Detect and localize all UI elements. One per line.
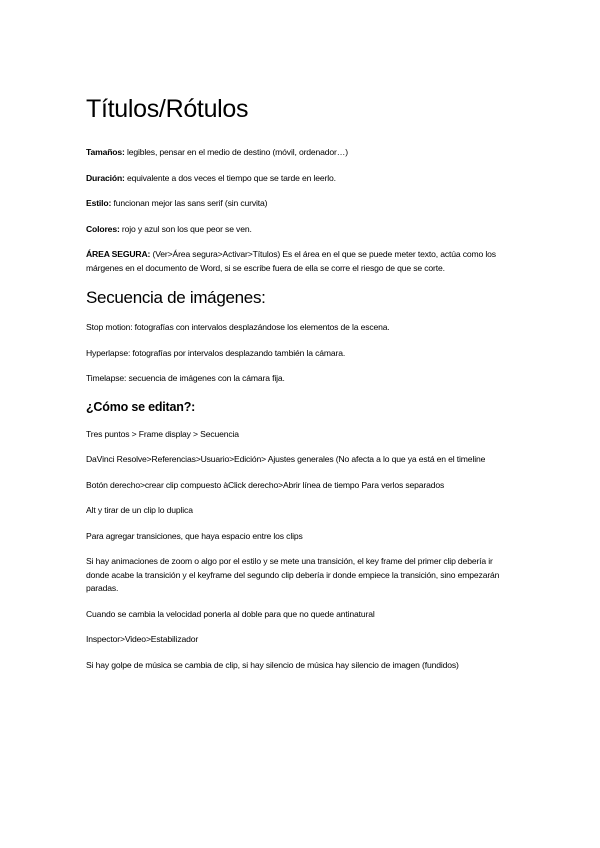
definition-term: Estilo: (86, 198, 112, 208)
document-title: Títulos/Rótulos (86, 95, 249, 123)
definition-colores (86, 223, 518, 237)
paragraph-davinci: DaVinci Resolve>Referencias>Usuario>Edición> Ajustes generales (No afecta a lo que ya está en el timeline (86, 454, 486, 464)
paragraph-hyperlapse: Hyperlapse: fotografías por intervalos desplazando también la cámara. (86, 347, 346, 358)
section-heading-editan: ¿Cómo se editan?: (86, 399, 196, 414)
definition-term: Duración: (86, 172, 125, 183)
paragraph-stop-motion: Stop motion: fotografías con intervalos desplazándose los elementos de la escena. (86, 322, 390, 332)
paragraph-transiciones: Para agregar transiciones, que haya espacio entre los clips (86, 530, 303, 541)
definition-text: rojo y azul son los que peor se ven. (119, 223, 252, 234)
definition-term: Tamaños: (86, 147, 125, 157)
definition-text: legibles, pensar en el medio de destino (móvil, ordenador…) (124, 147, 348, 157)
document-body (86, 94, 518, 684)
definition-term: ÁREA SEGURA: (86, 249, 151, 259)
paragraph-estabilizador: Inspector>Video>Estabilizador (86, 634, 199, 644)
paragraph-clip-compuesto: Botón derecho>crear clip compuesto àClick derecho>Abrir línea de tiempo Para verlos separados (86, 479, 445, 490)
definition-area-segura (86, 248, 518, 275)
definition-text: (Ver>Área segura>Activar>Títulos) Es el área en el que se puede meter texto, actúa como los márgenes en el documento de Word, si se escribe fuera de ella se corre el riesgo de que se corte. (86, 249, 496, 273)
definition-estilo (86, 197, 518, 211)
definition-tamanos (86, 146, 518, 160)
paragraph-velocidad: Cuando se cambia la velocidad ponerla al doble para que no quede antinatural (86, 608, 375, 619)
paragraph-timelapse: Timelapse: secuencia de imágenes con la cámara fija. (86, 373, 285, 383)
section-heading-secuencia: Secuencia de imágenes: (86, 288, 266, 307)
definition-text: equivalente a dos veces el tiempo que se tarde en leerlo. (124, 172, 336, 183)
paragraph-tres-puntos: Tres puntos > Frame display > Secuencia (86, 428, 239, 439)
paragraph-musica: Si hay golpe de música se cambia de clip, si hay silencio de música hay silencio de imagen (fundidos) (86, 659, 459, 670)
definition-duracion (86, 172, 518, 186)
paragraph-keyframes: Si hay animaciones de zoom o algo por el estilo y se mete una transición, el key frame del primer clip debería ir donde acabe la transición y el keyframe del segundo clip debería ir donde empiece la transición, sino empezarán paradas. (86, 556, 500, 593)
definition-term: Colores: (86, 223, 120, 234)
paragraph-alt-duplica: Alt y tirar de un clip lo duplica (86, 505, 193, 515)
definition-text: funcionan mejor las sans serif (sin curvita) (111, 198, 268, 208)
